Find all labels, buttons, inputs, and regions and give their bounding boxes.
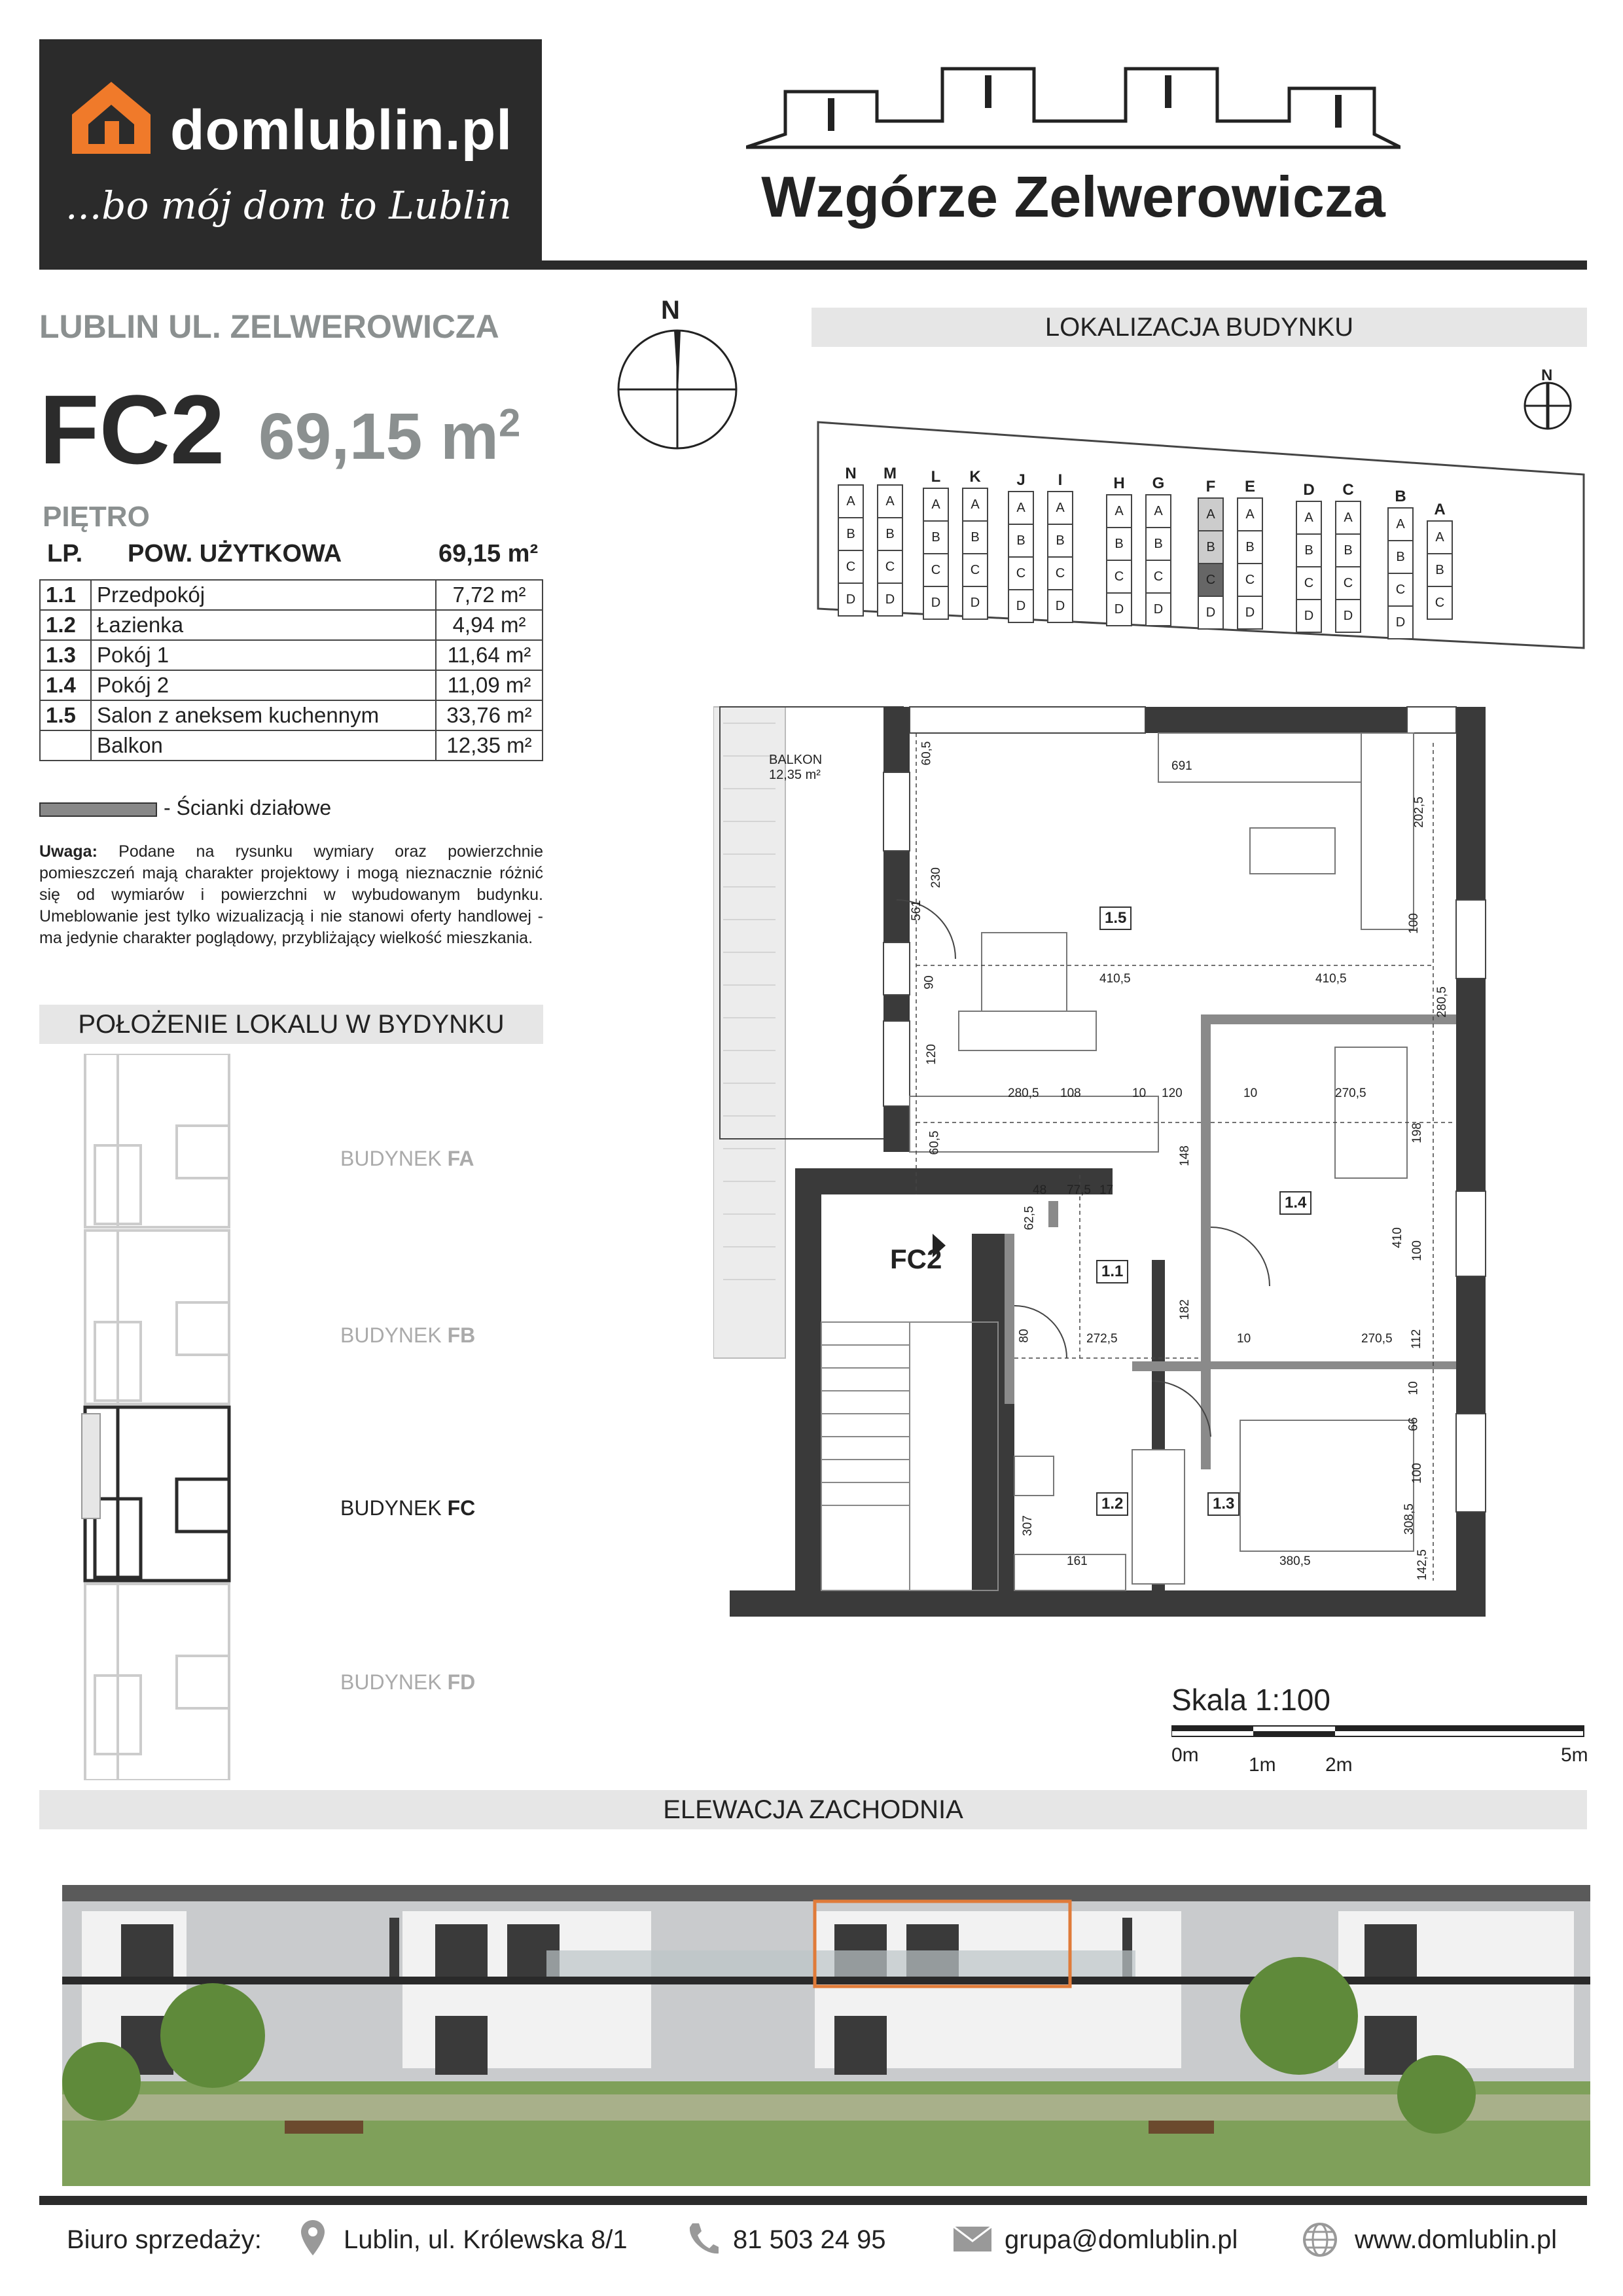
dimension-label: 270,5 bbox=[1361, 1332, 1393, 1346]
site-unit: C bbox=[1296, 566, 1322, 600]
site-unit: B bbox=[1427, 553, 1453, 587]
site-unit: C bbox=[838, 550, 864, 584]
site-block-label: J bbox=[1016, 471, 1026, 489]
site-unit: B bbox=[1008, 524, 1034, 558]
sales-office-label: Biuro sprzedaży: bbox=[67, 2225, 262, 2254]
site-unit: B bbox=[962, 520, 988, 554]
site-unit: C bbox=[1008, 556, 1034, 590]
site-unit: A bbox=[923, 488, 949, 522]
note-text: Podane na rysunku wymiary oraz powierzchnie pomieszczeń mają charakter projektowy i mogą nieznacznie różnić się od wymiarów i powierzchni w wybudowanym budynku. Umeblowanie jest tylko wizualizacją i nie stanowi oferty handlowej - ma jedynie charakter poglądowy, przybliżający wielkość mieszkania. bbox=[39, 842, 543, 947]
row-name: Salon z aneksem kuchennym bbox=[91, 700, 436, 730]
site-unit: D bbox=[877, 583, 903, 617]
site-block-label: F bbox=[1205, 478, 1216, 495]
site-block-c bbox=[1335, 481, 1361, 633]
dimension-label: 410,5 bbox=[1099, 972, 1131, 986]
brand-tagline: ...bo mój dom to Lublin bbox=[65, 183, 512, 228]
row-lp: 1.1 bbox=[40, 580, 91, 610]
dimension-label: 230 bbox=[929, 867, 943, 888]
row-lp: 1.3 bbox=[40, 640, 91, 670]
dimension-label: 202,5 bbox=[1412, 797, 1426, 828]
site-unit: C bbox=[1106, 560, 1132, 594]
site-block-d bbox=[1296, 481, 1322, 633]
room-label-1-1: 1.1 bbox=[1096, 1260, 1128, 1283]
site-block-label: B bbox=[1395, 488, 1406, 505]
site-unit: B bbox=[1387, 540, 1414, 574]
site-unit: A bbox=[1237, 497, 1263, 531]
estate-skyline-icon bbox=[746, 62, 1400, 154]
row-area: 7,72 m² bbox=[436, 580, 543, 610]
dimension-label: 308,5 bbox=[1402, 1503, 1416, 1535]
site-unit: C bbox=[1198, 563, 1224, 597]
balcony-name: BALKON bbox=[769, 753, 823, 767]
dimension-label: 60,5 bbox=[919, 741, 934, 766]
row-name: Przedpokój bbox=[91, 580, 436, 610]
room-label-1-2: 1.2 bbox=[1096, 1492, 1128, 1516]
scale-tick-2: 2m bbox=[1325, 1754, 1353, 1776]
table-row bbox=[40, 670, 543, 700]
building-prefix: BUDYNEK bbox=[340, 1670, 448, 1694]
dimension-label: 272,5 bbox=[1086, 1332, 1118, 1346]
dimension-label: 108 bbox=[1060, 1086, 1081, 1100]
site-unit: A bbox=[1198, 497, 1224, 531]
dimension-label: 198 bbox=[1410, 1122, 1424, 1143]
balcony-area: 12,35 m² bbox=[769, 768, 821, 782]
site-unit: A bbox=[1335, 501, 1361, 535]
site-block-label: D bbox=[1303, 481, 1315, 499]
house-logo-icon bbox=[69, 79, 154, 157]
site-unit: C bbox=[1237, 563, 1263, 597]
row-lp: 1.4 bbox=[40, 670, 91, 700]
site-unit: D bbox=[1198, 596, 1224, 630]
row-name: Łazienka bbox=[91, 610, 436, 640]
office-address: Lublin, ul. Królewska 8/1 bbox=[344, 2225, 628, 2254]
site-unit: D bbox=[838, 583, 864, 617]
dimension-label: 10 bbox=[1132, 1086, 1147, 1100]
elevation-section-title: ELEWACJA ZACHODNIA bbox=[39, 1790, 1587, 1829]
building-label-fa bbox=[340, 1147, 474, 1171]
rooms-table bbox=[39, 579, 543, 761]
dimension-label: 62,5 bbox=[1022, 1206, 1037, 1230]
globe-icon bbox=[1302, 2222, 1338, 2258]
site-unit: B bbox=[1237, 530, 1263, 564]
dimension-label: 100 bbox=[1410, 1463, 1424, 1484]
scale-tick-1: 1m bbox=[1249, 1754, 1276, 1776]
dimension-label: 142,5 bbox=[1415, 1549, 1429, 1581]
disclaimer-note bbox=[39, 841, 543, 949]
scale-title: Skala 1:100 bbox=[1171, 1683, 1330, 1717]
dimension-label: 120 bbox=[924, 1044, 938, 1065]
building-label-fb bbox=[340, 1323, 475, 1348]
building-prefix: BUDYNEK bbox=[340, 1323, 448, 1347]
table-row bbox=[40, 610, 543, 640]
site-block-n bbox=[838, 465, 864, 617]
dimension-label: 161 bbox=[1067, 1554, 1088, 1568]
site-block-label: N bbox=[845, 465, 857, 482]
dimension-label: 10 bbox=[1406, 1381, 1421, 1395]
header-total: 69,15 m² bbox=[438, 540, 539, 567]
site-block-k bbox=[962, 468, 988, 620]
site-block-b bbox=[1387, 488, 1414, 639]
building-prefix: BUDYNEK bbox=[340, 1147, 448, 1170]
dimension-label: 120 bbox=[1162, 1086, 1183, 1100]
site-unit: A bbox=[1008, 491, 1034, 525]
phone-icon bbox=[686, 2221, 719, 2257]
site-unit: D bbox=[1237, 596, 1263, 630]
site-unit: C bbox=[1047, 556, 1073, 590]
building-label-fc bbox=[340, 1496, 475, 1520]
site-unit: C bbox=[1427, 586, 1453, 620]
unit-code: FC2 bbox=[39, 374, 225, 484]
dimension-label: 691 bbox=[1171, 759, 1192, 773]
map-pin-icon bbox=[300, 2219, 326, 2258]
dimension-label: 90 bbox=[922, 975, 936, 990]
note-label: Uwaga: bbox=[39, 842, 98, 861]
site-unit: B bbox=[877, 517, 903, 551]
row-name: Pokój 1 bbox=[91, 640, 436, 670]
walls-legend-swatch bbox=[39, 802, 157, 817]
site-unit: A bbox=[1387, 507, 1414, 541]
row-name: Balkon bbox=[91, 730, 436, 761]
brand-name: domlublin.pl bbox=[170, 99, 513, 162]
table-row bbox=[40, 700, 543, 730]
row-area: 12,35 m² bbox=[436, 730, 543, 761]
phone-number: 81 503 24 95 bbox=[733, 2225, 886, 2254]
website-url: www.domlublin.pl bbox=[1355, 2225, 1558, 2254]
site-unit: B bbox=[1335, 533, 1361, 567]
dimension-label: 280,5 bbox=[1435, 986, 1449, 1018]
elevation-render bbox=[62, 1885, 1590, 2186]
location-street: LUBLIN UL. ZELWEROWICZA bbox=[39, 308, 499, 345]
site-unit: B bbox=[923, 520, 949, 554]
row-lp: 1.2 bbox=[40, 610, 91, 640]
dimension-label: 100 bbox=[1410, 1240, 1424, 1261]
row-area: 4,94 m² bbox=[436, 610, 543, 640]
dimension-label: 182 bbox=[1177, 1299, 1192, 1320]
site-block-label: E bbox=[1244, 478, 1255, 495]
table-row bbox=[40, 730, 543, 761]
site-unit: D bbox=[962, 586, 988, 620]
compass-icon bbox=[615, 308, 746, 458]
site-unit: C bbox=[923, 553, 949, 587]
site-unit: C bbox=[1145, 560, 1171, 594]
building-position-diagram bbox=[79, 1054, 236, 1780]
header-lp: LP. bbox=[47, 540, 83, 567]
site-unit: D bbox=[1145, 592, 1171, 626]
site-compass-north: N bbox=[1541, 367, 1553, 384]
site-block-e bbox=[1237, 478, 1263, 630]
site-block-m bbox=[877, 465, 903, 617]
scale-tick-5: 5m bbox=[1561, 1744, 1588, 1766]
site-unit: A bbox=[962, 488, 988, 522]
building-label-fd bbox=[340, 1670, 475, 1695]
unit-marker: FC2 bbox=[890, 1244, 942, 1274]
header-divider bbox=[39, 260, 1587, 270]
dimension-label: 410,5 bbox=[1315, 972, 1347, 986]
site-unit: A bbox=[1296, 501, 1322, 535]
room-label-1-4: 1.4 bbox=[1279, 1191, 1311, 1215]
site-unit: C bbox=[1335, 566, 1361, 600]
dimension-label: 48 bbox=[1033, 1183, 1047, 1197]
unit-area-value: 69,15 m bbox=[259, 400, 499, 473]
scale-bar bbox=[1171, 1725, 1590, 1744]
building-code: FD bbox=[447, 1670, 476, 1694]
site-unit: A bbox=[1145, 494, 1171, 528]
site-unit: A bbox=[877, 484, 903, 518]
unit-area-sup: 2 bbox=[498, 401, 521, 445]
header-name: POW. UŻYTKOWA bbox=[128, 540, 342, 567]
footer-divider bbox=[39, 2196, 1587, 2205]
location-section-title: LOKALIZACJA BUDYNKU bbox=[812, 308, 1587, 347]
row-lp: 1.5 bbox=[40, 700, 91, 730]
dimension-label: 17 bbox=[1099, 1183, 1114, 1197]
site-block-label: L bbox=[931, 468, 941, 486]
site-unit: D bbox=[1008, 589, 1034, 623]
position-section-title: POŁOŻENIE LOKALU W BYDYNKU bbox=[39, 1005, 543, 1044]
site-unit: A bbox=[1047, 491, 1073, 525]
compass-north-label: N bbox=[661, 296, 680, 325]
table-header bbox=[39, 540, 543, 573]
building-code: FC bbox=[447, 1496, 476, 1520]
dimension-label: 280,5 bbox=[1008, 1086, 1039, 1100]
email-address: grupa@domlublin.pl bbox=[1005, 2225, 1238, 2254]
site-block-h bbox=[1106, 475, 1132, 626]
dimension-label: 60,5 bbox=[927, 1130, 942, 1155]
site-unit: D bbox=[1296, 599, 1322, 633]
site-unit: C bbox=[1387, 573, 1414, 607]
site-block-a bbox=[1427, 501, 1453, 620]
site-unit: B bbox=[838, 517, 864, 551]
dimension-label: 410 bbox=[1390, 1227, 1404, 1248]
site-block-i bbox=[1047, 471, 1073, 623]
site-block-label: I bbox=[1058, 471, 1063, 489]
dimension-label: 112 bbox=[1410, 1329, 1424, 1350]
site-unit: D bbox=[1387, 605, 1414, 639]
site-block-label: M bbox=[883, 465, 897, 482]
site-unit: A bbox=[1106, 494, 1132, 528]
dimension-label: 10 bbox=[1237, 1332, 1251, 1346]
walls-legend-text: - Ścianki działowe bbox=[164, 796, 332, 819]
site-unit: C bbox=[962, 553, 988, 587]
site-unit: D bbox=[1047, 589, 1073, 623]
site-block-l bbox=[923, 468, 949, 620]
building-prefix: BUDYNEK bbox=[340, 1496, 448, 1520]
dimension-label: 380,5 bbox=[1279, 1554, 1311, 1568]
dimension-label: 66 bbox=[1406, 1417, 1421, 1431]
site-unit: C bbox=[877, 550, 903, 584]
site-unit: B bbox=[1106, 527, 1132, 561]
site-block-label: G bbox=[1152, 475, 1165, 492]
estate-title: Wzgórze Zelwerowicza bbox=[761, 164, 1385, 229]
row-area: 11,09 m² bbox=[436, 670, 543, 700]
dimension-label: 10 bbox=[1243, 1086, 1258, 1100]
site-blocks bbox=[812, 412, 1597, 661]
site-unit: D bbox=[1335, 599, 1361, 633]
site-unit: D bbox=[1106, 592, 1132, 626]
dimension-label: 80 bbox=[1017, 1329, 1031, 1343]
balcony-label bbox=[769, 753, 834, 783]
scale-tick-0: 0m bbox=[1171, 1744, 1199, 1766]
site-unit: B bbox=[1145, 527, 1171, 561]
table-row bbox=[40, 640, 543, 670]
floor-label: PIĘTRO bbox=[43, 501, 150, 533]
dimension-label: 561 bbox=[909, 900, 923, 921]
site-unit: B bbox=[1296, 533, 1322, 567]
site-unit: B bbox=[1047, 524, 1073, 558]
row-lp bbox=[40, 730, 91, 761]
site-block-label: A bbox=[1434, 501, 1446, 518]
building-code: FB bbox=[447, 1323, 476, 1347]
site-unit: D bbox=[923, 586, 949, 620]
unit-area bbox=[259, 399, 520, 475]
dimension-label: 270,5 bbox=[1335, 1086, 1366, 1100]
site-block-label: K bbox=[969, 468, 981, 486]
dimension-label: 307 bbox=[1020, 1515, 1035, 1536]
site-block-label: H bbox=[1113, 475, 1125, 492]
building-code: FA bbox=[447, 1147, 474, 1170]
site-unit: A bbox=[838, 484, 864, 518]
row-name: Pokój 2 bbox=[91, 670, 436, 700]
site-block-f bbox=[1198, 478, 1224, 630]
row-area: 33,76 m² bbox=[436, 700, 543, 730]
site-unit: B bbox=[1198, 530, 1224, 564]
dimension-label: 100 bbox=[1406, 913, 1421, 934]
site-block-j bbox=[1008, 471, 1034, 623]
room-label-1-3: 1.3 bbox=[1207, 1492, 1240, 1516]
table-row bbox=[40, 580, 543, 610]
site-block-g bbox=[1145, 475, 1171, 626]
envelope-icon bbox=[952, 2225, 993, 2253]
room-label-1-5: 1.5 bbox=[1099, 906, 1132, 930]
site-block-label: C bbox=[1342, 481, 1354, 499]
dimension-label: 77,5 bbox=[1067, 1183, 1091, 1197]
site-unit: A bbox=[1427, 520, 1453, 554]
dimension-label: 148 bbox=[1177, 1145, 1192, 1166]
row-area: 11,64 m² bbox=[436, 640, 543, 670]
